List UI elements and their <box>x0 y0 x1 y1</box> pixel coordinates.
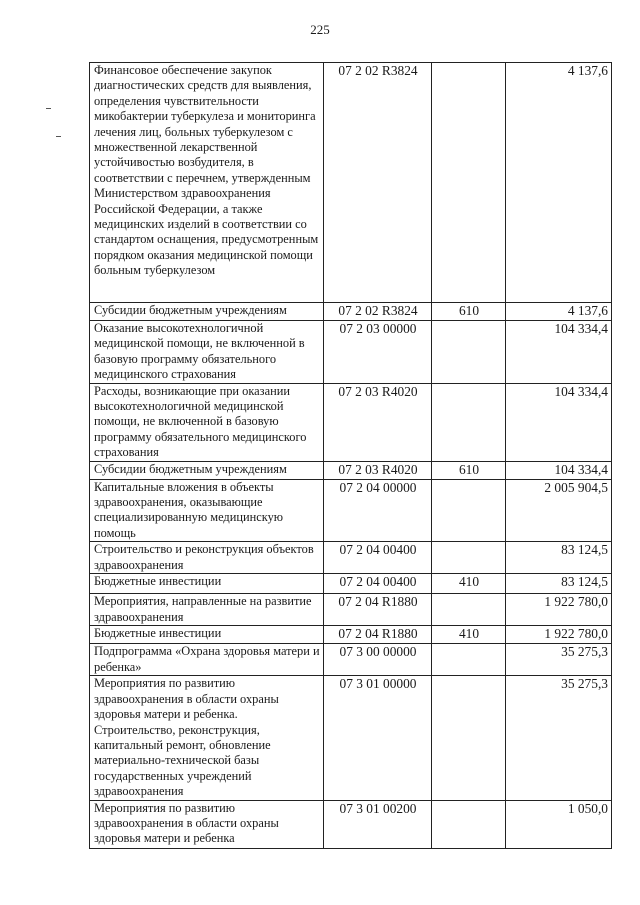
table-row <box>90 574 612 594</box>
table-row <box>90 594 612 626</box>
row-sum: 104 334,4 <box>506 461 612 479</box>
row-sum: 104 334,4 <box>506 321 612 384</box>
row-name: Субсидии бюджетным учреждениям <box>90 303 324 321</box>
row-sum: 1 050,0 <box>506 800 612 848</box>
margin-mark <box>46 108 51 109</box>
row-sum: 83 124,5 <box>506 574 612 594</box>
row-code: 07 2 02 R3824 <box>324 63 432 303</box>
row-name: Мероприятия по развитию здравоохранения в области охраны здоровья матери и ребенка <box>90 800 324 848</box>
row-vr: 410 <box>432 574 506 594</box>
row-sum: 35 275,3 <box>506 676 612 800</box>
row-name: Финансовое обеспечение закупок диагностических средств для выявления, определения чувствительности микобактерии туберкулеза и мониторинга лечения лиц, больных туберкулезом с множественной лекарственной устойчивостью возбудителя, в соответствии с перечнем, утвержденным Министерством здравоохранения Российской Федерации, а также медицинских изделий в соответствии со стандартом оснащения, предусмотренным порядком оказания медицинской помощи больным туберкулезом <box>90 63 324 303</box>
row-code: 07 2 03 00000 <box>324 321 432 384</box>
row-sum: 1 922 780,0 <box>506 594 612 626</box>
row-name: Бюджетные инвестиции <box>90 574 324 594</box>
row-vr <box>432 383 506 461</box>
row-vr <box>432 63 506 303</box>
row-sum: 2 005 904,5 <box>506 479 612 542</box>
row-vr: 410 <box>432 626 506 644</box>
budget-table <box>89 62 612 849</box>
row-name: Расходы, возникающие при оказании высокотехнологичной медицинской помощи, не включенной в базовую программу обязательного медицинского страхования <box>90 383 324 461</box>
row-vr <box>432 542 506 574</box>
table-row <box>90 303 612 321</box>
row-name: Мероприятия, направленные на развитие здравоохранения <box>90 594 324 626</box>
row-code: 07 2 04 00400 <box>324 574 432 594</box>
row-vr <box>432 676 506 800</box>
row-code: 07 3 01 00000 <box>324 676 432 800</box>
row-code: 07 2 04 R1880 <box>324 594 432 626</box>
table-row <box>90 321 612 384</box>
table-row <box>90 461 612 479</box>
row-code: 07 2 04 00400 <box>324 542 432 574</box>
row-code: 07 2 02 R3824 <box>324 303 432 321</box>
table-row <box>90 383 612 461</box>
row-name: Мероприятия по развитию здравоохранения в области охраны здоровья матери и ребенка. Строительство, реконструкция, капитальный ремонт, обновление материально-технической базы государственных учреждений здравоохранения <box>90 676 324 800</box>
row-name: Подпрограмма «Охрана здоровья матери и ребенка» <box>90 644 324 676</box>
page-number: 225 <box>310 22 330 37</box>
table-row <box>90 542 612 574</box>
row-name: Бюджетные инвестиции <box>90 626 324 644</box>
row-vr: 610 <box>432 461 506 479</box>
row-name: Строительство и реконструкция объектов здравоохранения <box>90 542 324 574</box>
table-row <box>90 676 612 800</box>
row-sum: 4 137,6 <box>506 63 612 303</box>
row-code: 07 2 03 R4020 <box>324 383 432 461</box>
table-row <box>90 626 612 644</box>
row-vr <box>432 594 506 626</box>
row-vr <box>432 644 506 676</box>
row-vr: 610 <box>432 303 506 321</box>
table-row <box>90 800 612 848</box>
row-vr <box>432 800 506 848</box>
row-sum: 104 334,4 <box>506 383 612 461</box>
row-name: Оказание высокотехнологичной медицинской помощи, не включенной в базовую программу обязательного медицинского страхования <box>90 321 324 384</box>
row-code: 07 2 04 00000 <box>324 479 432 542</box>
row-code: 07 2 03 R4020 <box>324 461 432 479</box>
row-code: 07 3 01 00200 <box>324 800 432 848</box>
row-code: 07 2 04 R1880 <box>324 626 432 644</box>
row-sum: 83 124,5 <box>506 542 612 574</box>
margin-mark <box>56 136 61 137</box>
row-sum: 1 922 780,0 <box>506 626 612 644</box>
table-row <box>90 644 612 676</box>
row-name: Субсидии бюджетным учреждениям <box>90 461 324 479</box>
row-name: Капитальные вложения в объекты здравоохранения, оказывающие специализированную медицинскую помощь <box>90 479 324 542</box>
row-sum: 4 137,6 <box>506 303 612 321</box>
table-row <box>90 479 612 542</box>
table-row <box>90 63 612 303</box>
row-code: 07 3 00 00000 <box>324 644 432 676</box>
row-vr <box>432 479 506 542</box>
row-sum: 35 275,3 <box>506 644 612 676</box>
row-vr <box>432 321 506 384</box>
